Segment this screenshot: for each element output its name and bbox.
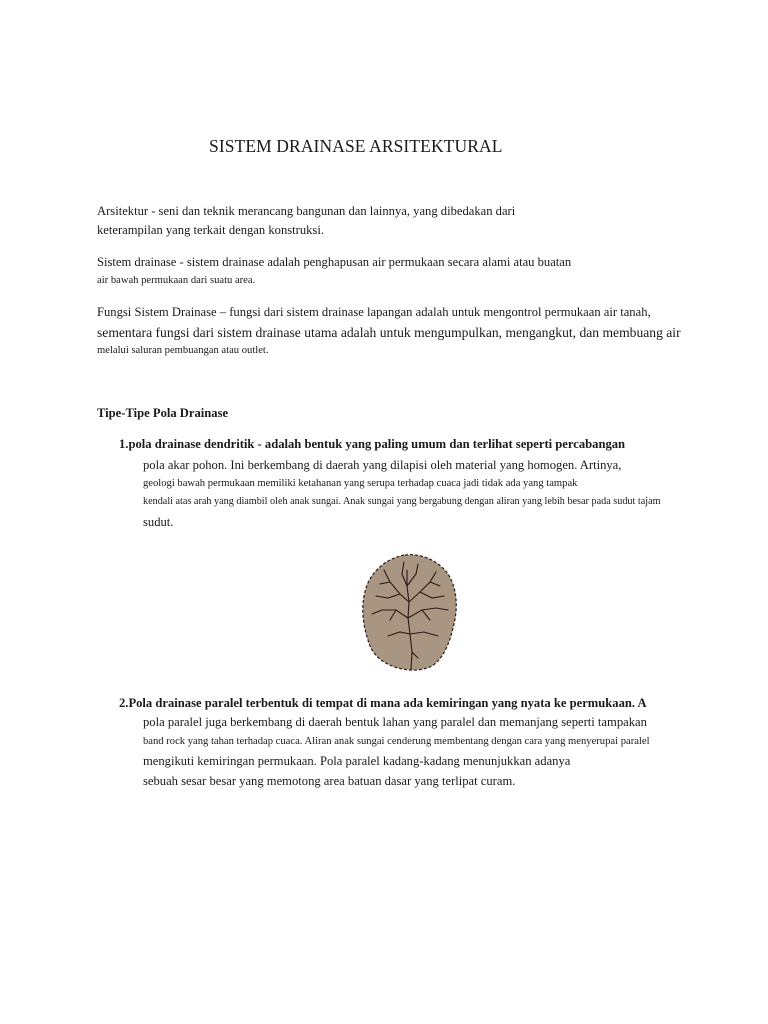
item-2-lead: 2.Pola drainase paralel terbentuk di tempat di mana ada kemiringan yang nyata ke permukaan. A [119,696,647,710]
paragraph-drainage-system-line-2: air bawah permukaan dari suatu area. [97,275,256,286]
document-title: SISTEM DRAINASE ARSITEKTURAL [209,136,503,156]
section-heading: Tipe-Tipe Pola Drainase [97,406,229,420]
paragraph-architecture-line-2: keterampilan yang terkait dengan konstruksi. [97,223,324,237]
item-1-line-3: kendali atas arah yang diambil oleh anak sungai. Anak sungai yang bergabung dengan aliran yang lebih besar pada sudut tajam [143,496,661,507]
paragraph-function-line-1: Fungsi Sistem Drainase – fungsi dari sistem drainase lapangan adalah untuk mengontrol permukaan air tanah, [97,305,651,319]
paragraph-function-line-3: melalui saluran pembuangan atau outlet. [97,345,269,356]
paragraph-architecture-line-1: Arsitektur - seni dan teknik merancang bangunan dan lainnya, yang dibedakan dari [97,204,516,218]
item-2-line-1: pola paralel juga berkembang di daerah bentuk lahan yang paralel dan memanjang seperti tampakan [143,715,647,729]
item-2-line-3: mengikuti kemiringan permukaan. Pola paralel kadang-kadang menunjukkan adanya [143,754,571,768]
item-1-lead: 1.pola drainase dendritik - adalah bentuk yang paling umum dan terlihat seperti percabangan [119,437,626,451]
item-1-line-1: pola akar pohon. Ini berkembang di daerah yang dilapisi oleh material yang homogen. Artinya, [143,458,622,472]
paragraph-function-line-2: sementara fungsi dari sistem drainase utama adalah untuk mengumpulkan, mengangkut, dan membuang air [97,325,681,340]
item-1-line-4: sudut. [143,515,174,529]
paragraph-drainage-system-line-1: Sistem drainase - sistem drainase adalah penghapusan air permukaan secara alami atau buatan [97,255,572,269]
dendritic-drainage-illustration [360,552,460,674]
item-2-line-2: band rock yang tahan terhadap cuaca. Aliran anak sungai cenderung membentang dengan cara yang menyerupai paralel [143,736,650,747]
item-1-line-2: geologi bawah permukaan memiliki ketahanan yang serupa terhadap cuaca jadi tidak ada yang tampak [143,478,578,489]
item-2-line-4: sebuah sesar besar yang memotong area batuan dasar yang terlipat curam. [143,774,516,788]
